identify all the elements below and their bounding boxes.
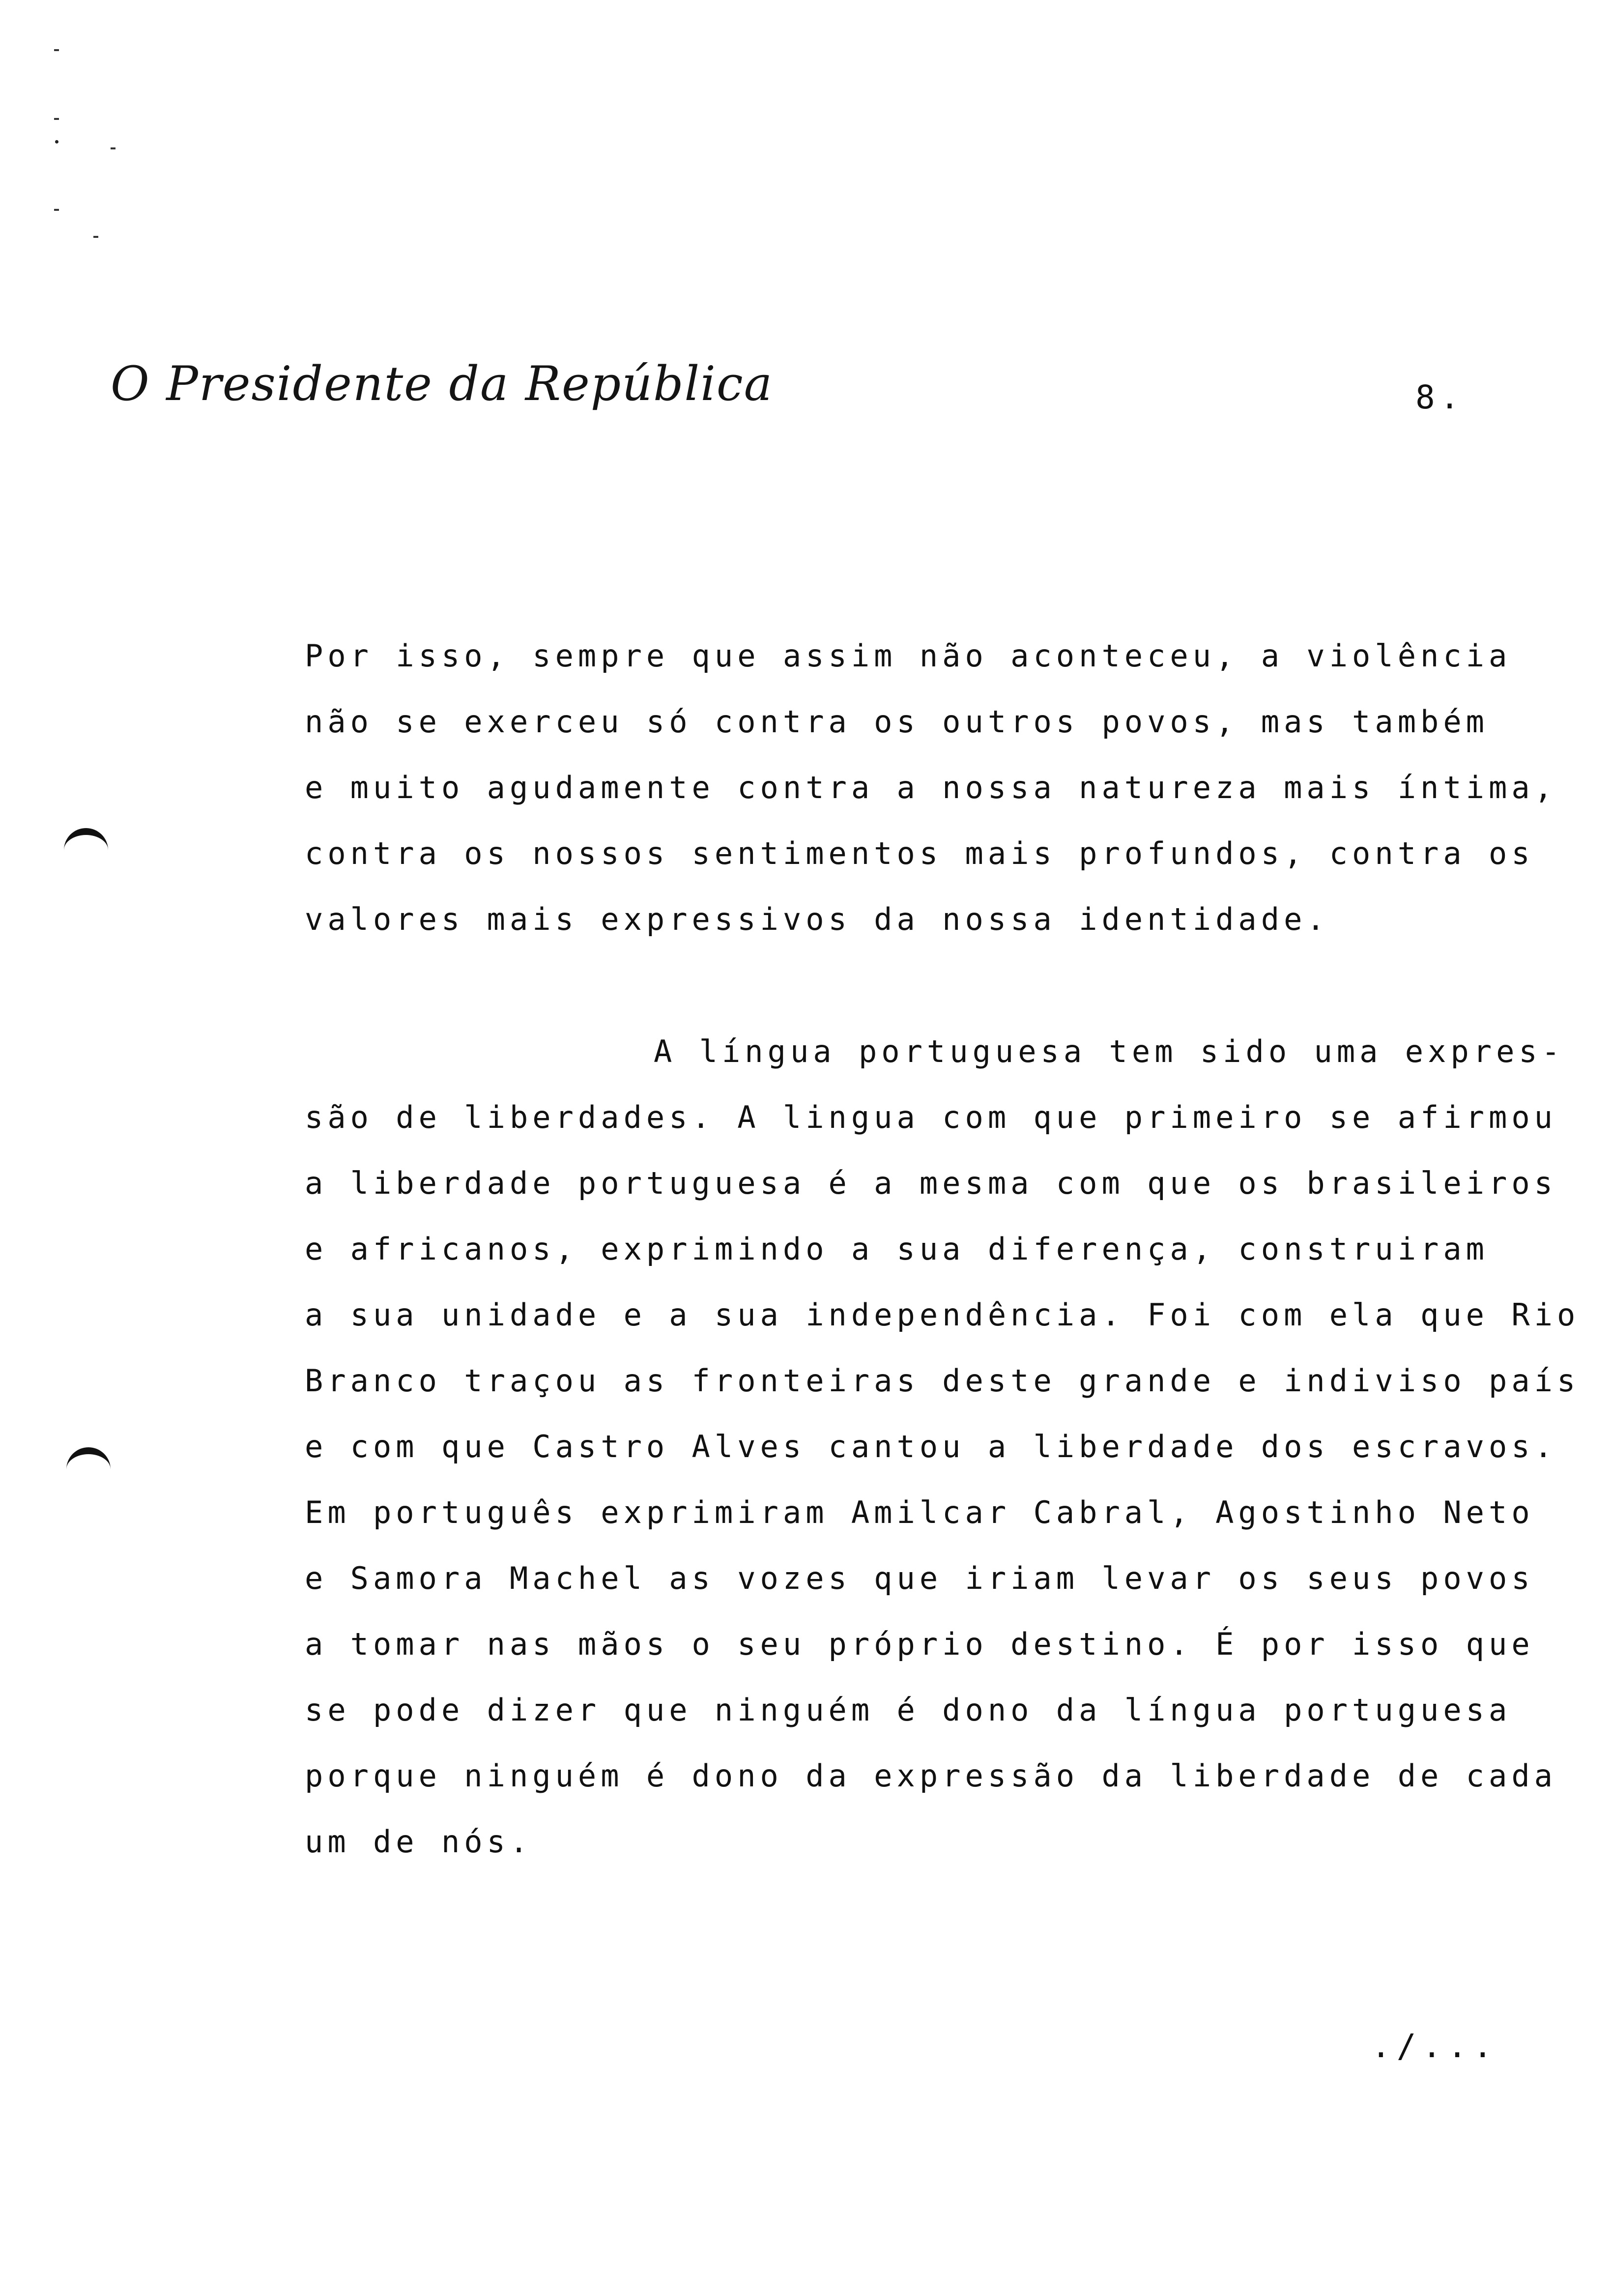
letterhead-title: O Presidente da República xyxy=(111,356,773,411)
paragraph-line: porque ninguém é dono da expressão da liberdade de cada xyxy=(305,1758,1557,1794)
paragraph-line: e muito agudamente contra a nossa natureza mais íntima, xyxy=(305,770,1557,805)
paragraph-line: a liberdade portuguesa é a mesma com que os brasileiros xyxy=(305,1165,1557,1201)
paragraph-line: Por isso, sempre que assim não aconteceu, a violência xyxy=(305,638,1512,674)
paragraph-line: e africanos, exprimindo a sua diferença, construiram xyxy=(305,1231,1489,1267)
paragraph-line: e com que Castro Alves cantou a liberdade dos escravos. xyxy=(305,1429,1557,1464)
scan-speck xyxy=(54,118,59,120)
scan-speck xyxy=(93,236,98,238)
paragraph-line: e Samora Machel as vozes que iriam levar os seus povos xyxy=(305,1560,1534,1596)
scan-speck xyxy=(111,147,115,149)
paragraph-line: A língua portuguesa tem sido uma expres- xyxy=(654,1033,1565,1069)
punch-hole-mark xyxy=(64,828,108,864)
paragraph-line: Em português exprimiram Amilcar Cabral, Agostinho Neto xyxy=(305,1494,1534,1530)
page-number: 8. xyxy=(1415,378,1465,416)
punch-hole-mark xyxy=(66,1447,111,1484)
continuation-mark: ./... xyxy=(1371,2027,1498,2065)
paragraph-line: a sua unidade e a sua independência. Foi com ela que Rio xyxy=(305,1297,1580,1333)
paragraph-line: se pode dizer que ninguém é dono da língua portuguesa xyxy=(305,1692,1512,1728)
scan-speck xyxy=(54,209,59,211)
paragraph-line: contra os nossos sentimentos mais profundos, contra os xyxy=(305,835,1534,871)
paragraph-line: a tomar nas mãos o seu próprio destino. É por isso que xyxy=(305,1626,1534,1662)
paragraph-line: valores mais expressivos da nossa identidade. xyxy=(305,901,1329,937)
scan-speck xyxy=(55,140,58,144)
paragraph-line: não se exerceu só contra os outros povos, mas também xyxy=(305,704,1489,740)
scan-speck xyxy=(54,49,59,51)
paragraph-line: Branco traçou as fronteiras deste grande e indiviso país xyxy=(305,1363,1580,1399)
paragraph-line: um de nós. xyxy=(305,1824,533,1860)
paragraph-line: são de liberdades. A lingua com que primeiro se afirmou xyxy=(305,1099,1557,1135)
